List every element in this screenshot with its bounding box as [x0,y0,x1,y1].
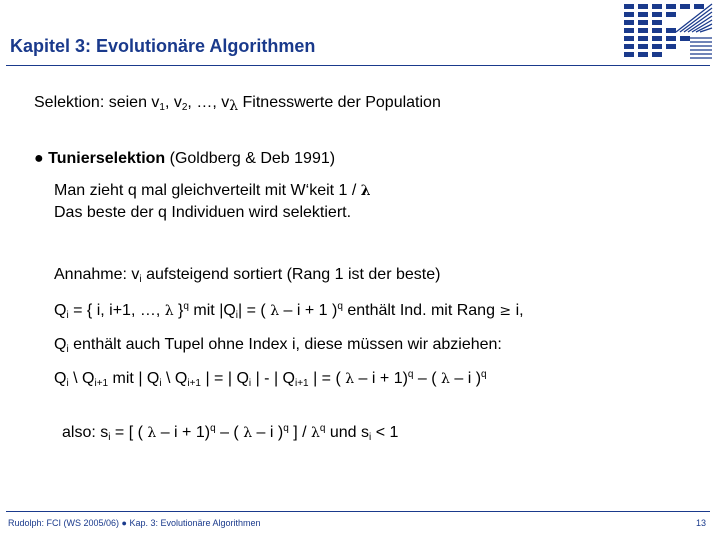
si-formula: also: $s_i$ = [ ( λ – i + 1)$^q$ – ( λ – i )$^q$ ] / $\lambda^q$ und $s_i < 1$ [62,423,399,443]
set-difference-formula: $Q_i$ \ $Q_{i+1}$ mit | $Q_i$ \ $Q_{i+1}$ | = | $Q_i$ | - | $Q_{i+1}$ | = ( λ – i + 1)$^q$ – ( λ – i )$^q$ [54,369,487,389]
draw-description: Man zieht q mal gleichverteilt mit W‘keit 1 / λ [54,182,371,199]
assumption: Annahme: $v_i$ aufsteigend sortiert (Rang 1 ist der beste) [54,266,441,285]
footer-divider [6,511,710,512]
bullet-icon: ● [34,150,44,167]
selection-definition: Selektion: seien $v_1$, $v_2$, …, $v_\lambda$ Fitnesswerte der Population [34,94,441,114]
best-selected: Das beste der q Individuen wird selektiert. [54,204,352,221]
slide-title: Kapitel 3: Evolutionäre Algorithmen [10,36,316,56]
footer-text: Rudolph: FCI (WS 2005/06) ● Kap. 3: Evolutionäre Algorithmen [8,518,261,528]
qi-definition: $Q_i$ = { i, i+1, …, λ }$^q$ mit $|Q_i|$ = ( λ – i + 1 )$^q$ enthält Ind. mit Rang ≥ i, [54,301,524,321]
qi-note: $Q_i$ enthält auch Tupel ohne Index i, diese müssen wir abziehen: [54,336,502,355]
university-dortmund-logo-icon [618,2,714,62]
page-number: 13 [695,518,706,528]
title-divider [6,65,710,66]
tournament-selection-heading: ● Tunierselektion (Goldberg & Deb 1991) [34,150,336,167]
